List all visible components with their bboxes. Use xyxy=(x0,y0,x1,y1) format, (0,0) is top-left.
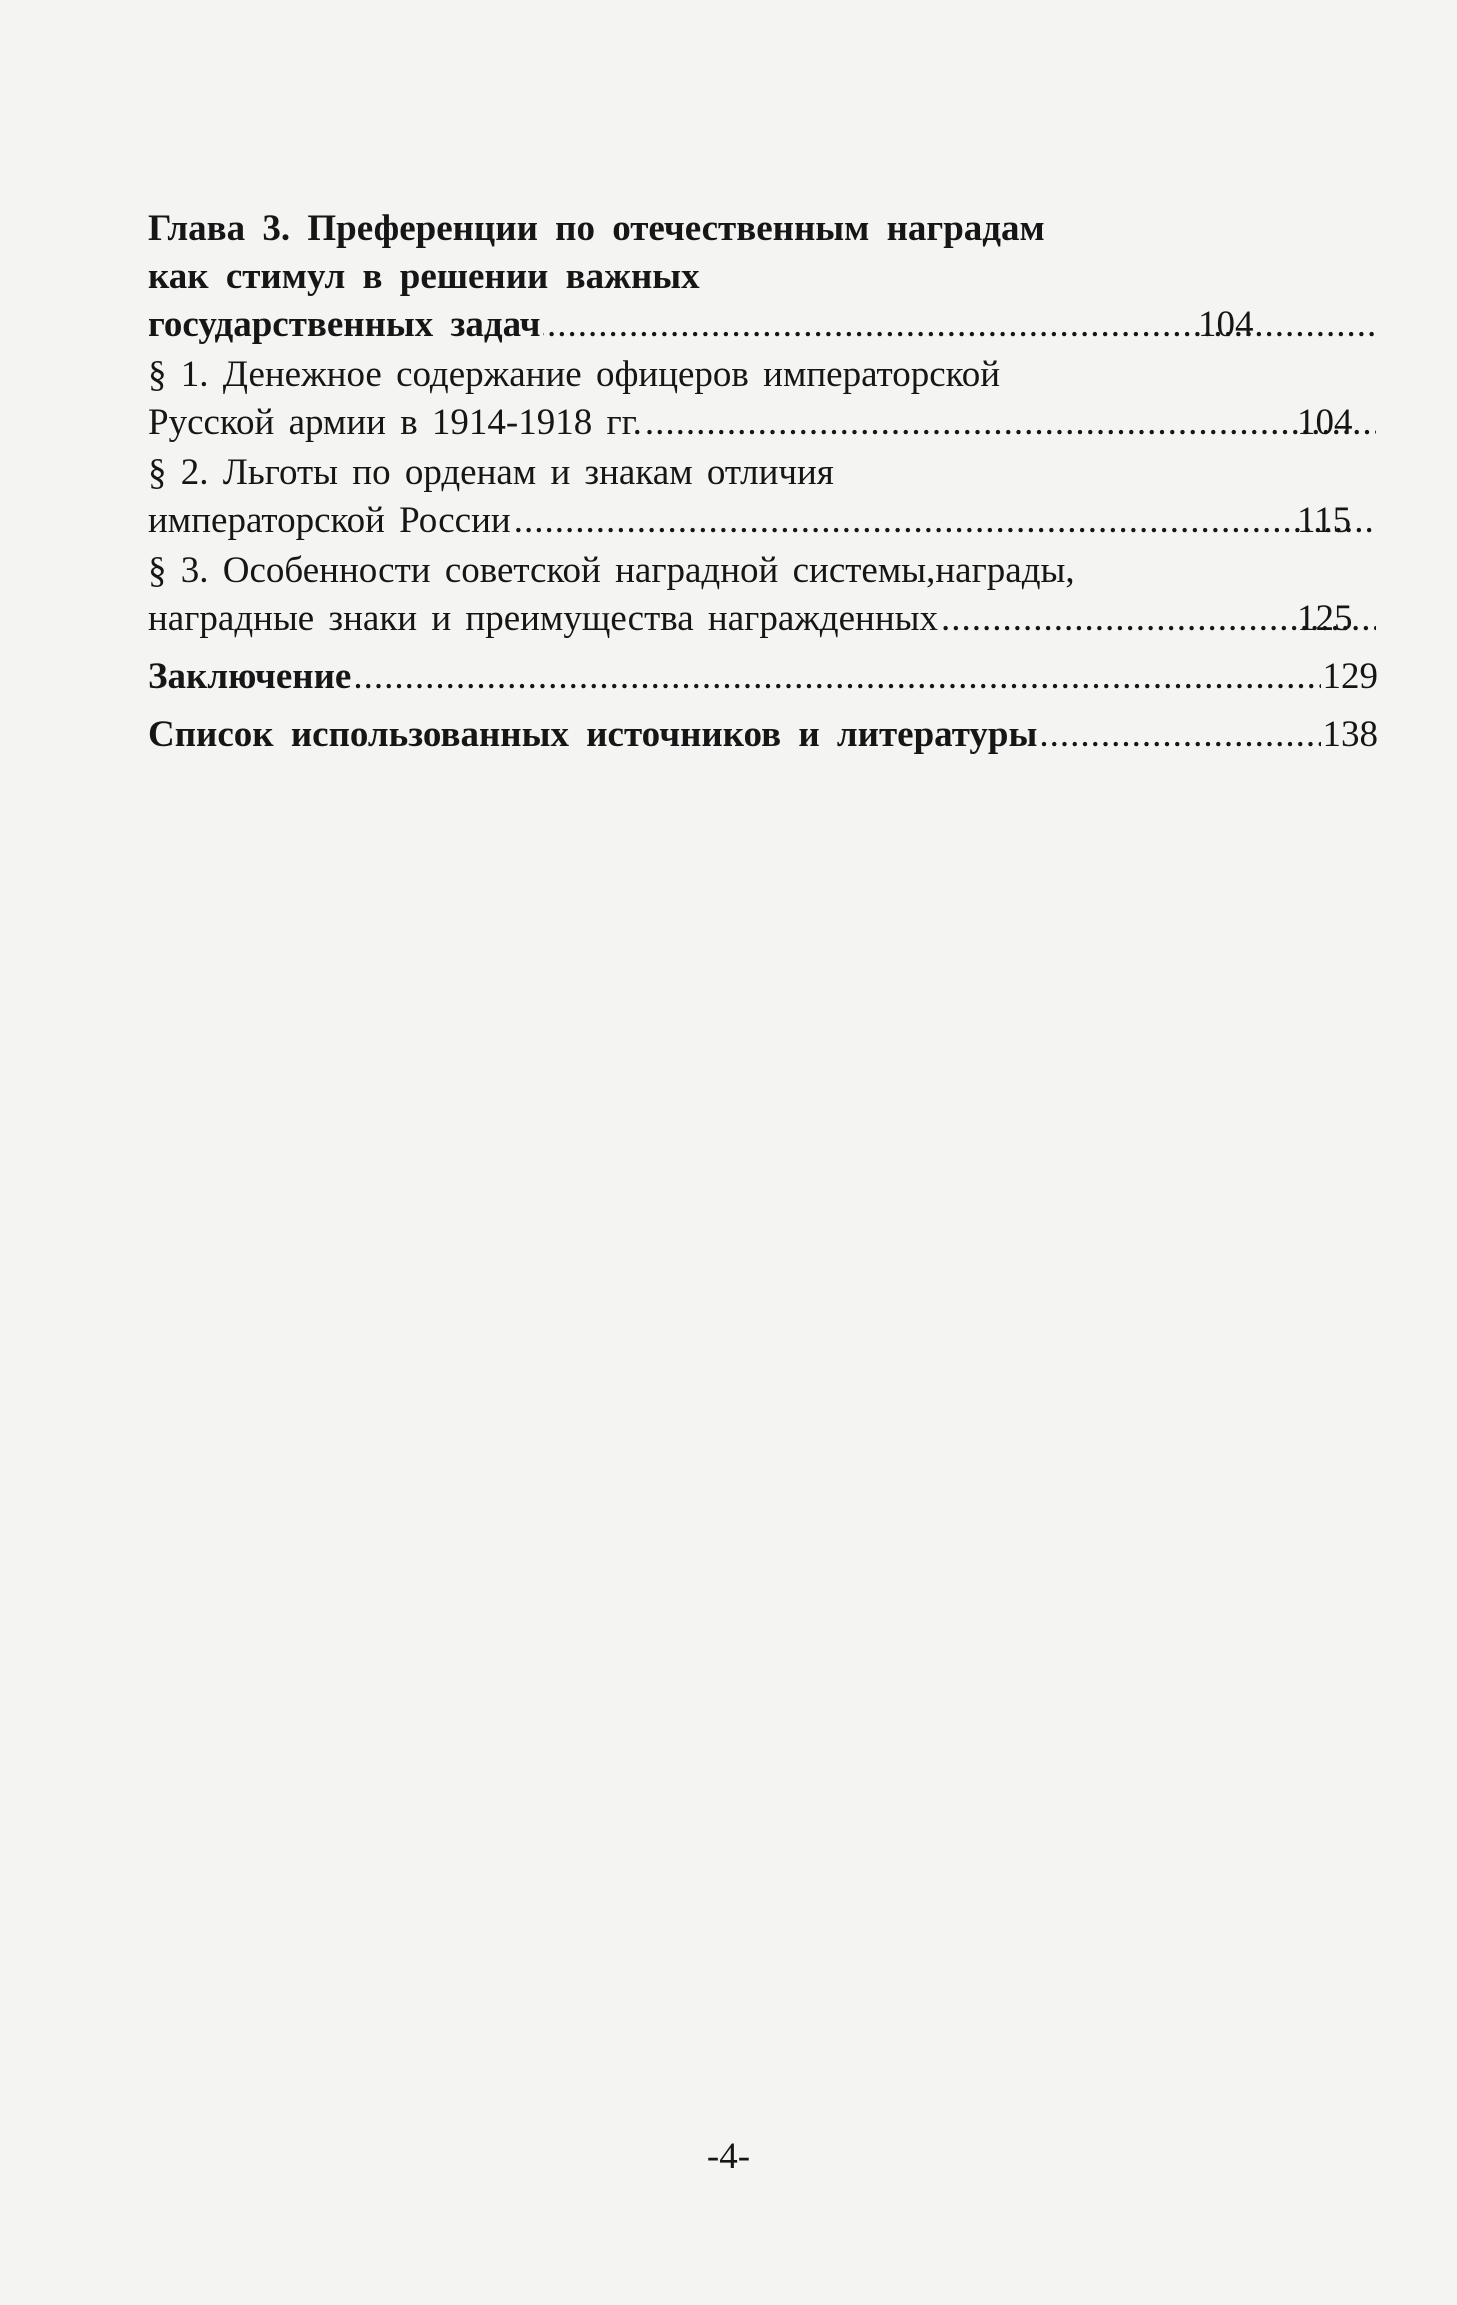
chapter-3-title-line-3: государственных задач ..... 104 xyxy=(328,301,1378,349)
toc-entry-section-2[interactable] xyxy=(148,449,1378,545)
toc-entry-section-3[interactable] xyxy=(148,547,1378,643)
section-2-title-line-1: § 2. Льготы по орденам и знакам отличия xyxy=(148,452,834,493)
section-3-title-line-2-text: наградные знаки и преимущества награжденных xyxy=(148,598,939,639)
toc-entry-chapter-3[interactable] xyxy=(148,205,1378,349)
dot-leader xyxy=(513,497,1376,545)
toc-entry-bibliography[interactable] xyxy=(148,711,1378,759)
section-3-title-line-2: наградные знаки и преимущества награжденных ..... 125 xyxy=(229,595,1378,643)
toc-entry-section-1[interactable] xyxy=(148,351,1378,447)
bibliography-line xyxy=(148,711,1378,759)
dot-leader xyxy=(353,653,1320,701)
table-of-contents xyxy=(148,205,1378,761)
chapter-3-title-line-2: как стимул в решении важных xyxy=(148,256,700,297)
conclusion-line xyxy=(148,653,1378,701)
bibliography-page-number: 138 xyxy=(1322,714,1378,755)
chapter-3-title-line-3-text: государственных задач xyxy=(148,304,541,345)
conclusion-label: Заключение xyxy=(148,656,352,697)
page-number: -4- xyxy=(706,2136,751,2177)
conclusion-page-number: 129 xyxy=(1322,656,1378,697)
section-3-title-line-1: § 3. Особенности советской наградной системы,награды, xyxy=(148,550,1075,591)
section-1-title-line-1: § 1. Денежное содержание офицеров императорской xyxy=(148,354,1001,395)
dot-leader xyxy=(1039,711,1320,759)
section-1-title-line-2: Русской армии в 1914-1918 гг. ..... 104 xyxy=(229,399,1378,447)
chapter-3-title-line-1: Глава 3. Преференции по отечественным наградам xyxy=(148,208,1045,249)
toc-entry-conclusion[interactable] xyxy=(148,653,1378,701)
section-1-title-line-2-text: Русской армии в 1914-1918 гг. xyxy=(148,402,642,443)
bibliography-label: Список использованных источников и литературы xyxy=(148,714,1038,755)
dot-leader xyxy=(644,399,1376,447)
section-2-title-line-2: императорской России ..... 115 xyxy=(229,497,1378,545)
section-2-title-line-2-text: императорской России xyxy=(148,500,511,541)
